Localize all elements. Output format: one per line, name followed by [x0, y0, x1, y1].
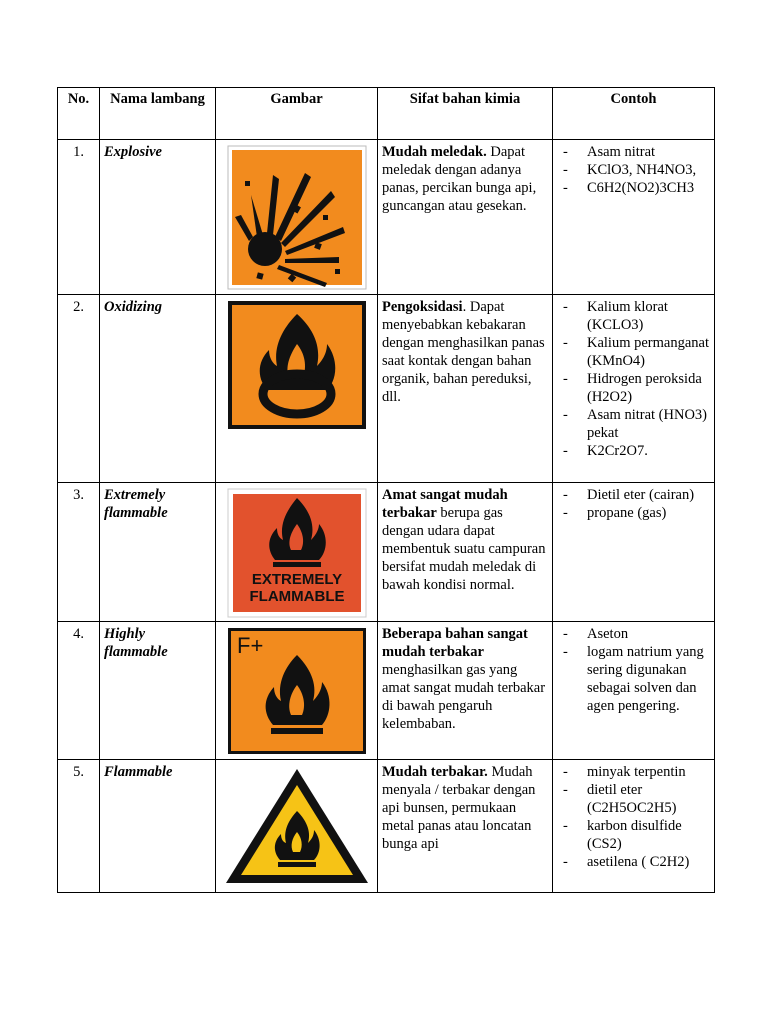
header-image: Gambar	[216, 88, 378, 140]
header-examples: Contoh	[553, 88, 715, 140]
list-item: - dietil eter (C2H5OC2H5)	[557, 781, 710, 817]
explosive-icon	[227, 145, 367, 290]
row-number: 2.	[58, 295, 100, 483]
symbol-image-cell	[216, 760, 378, 893]
property-description: Mudah menyala / terbakar dengan api bunsen, permukaan metal panas atau loncatan bunga api	[382, 764, 536, 852]
examples-list	[557, 763, 710, 871]
examples-cell	[553, 140, 715, 295]
examples-cell	[553, 622, 715, 760]
symbol-name: Explosive	[100, 140, 216, 295]
hazard-symbols-table	[57, 87, 715, 893]
property-cell	[378, 483, 553, 622]
row-number: 1.	[58, 140, 100, 295]
examples-list	[557, 143, 710, 197]
property-cell	[378, 140, 553, 295]
property-title: Pengoksidasi	[382, 299, 463, 315]
examples-cell	[553, 760, 715, 893]
symbol-image-cell	[216, 295, 378, 483]
header-property: Sifat bahan kimia	[378, 88, 553, 140]
list-item: - C6H2(NO2)3CH3	[557, 179, 710, 197]
table-header-row	[58, 88, 715, 140]
examples-cell	[553, 295, 715, 483]
icon-label-line2: FLAMMABLE	[249, 588, 344, 605]
table-row	[58, 483, 715, 622]
header-no: No.	[58, 88, 100, 140]
list-item: - propane (gas)	[557, 504, 710, 522]
table-row	[58, 760, 715, 893]
symbol-image-cell	[216, 483, 378, 622]
list-item: - Asam nitrat (HNO3) pekat	[557, 406, 710, 442]
list-item: - Kalium permanganat (KMnO4)	[557, 334, 710, 370]
table-row	[58, 140, 715, 295]
examples-list	[557, 298, 710, 460]
table-row	[58, 622, 715, 760]
row-number: 4.	[58, 622, 100, 760]
table-row	[58, 295, 715, 483]
symbol-name: Oxidizing	[100, 295, 216, 483]
symbol-name: Extremely flammable	[100, 483, 216, 622]
icon-label-line1: EXTREMELY	[251, 571, 342, 588]
list-item: - karbon disulfide (CS2)	[557, 817, 710, 853]
flame-triangle-icon	[222, 765, 372, 887]
property-title: Amat sangat mudah terbakar	[382, 487, 508, 521]
flame-icon	[227, 627, 367, 755]
property-cell	[378, 760, 553, 893]
property-cell	[378, 622, 553, 760]
examples-list	[557, 625, 710, 715]
property-description: . Dapat menyebabkan kebakaran dengan menghasilkan panas saat kontak dengan bahan organik, bahan pereduksi, dll.	[382, 299, 545, 405]
examples-cell	[553, 483, 715, 622]
list-item: - Dietil eter (cairan)	[557, 486, 710, 504]
row-number: 3.	[58, 483, 100, 622]
symbol-image-cell	[216, 140, 378, 295]
property-title: Beberapa bahan sangat mudah terbakar	[382, 626, 528, 660]
examples-list	[557, 486, 710, 522]
hazard-code: F+	[236, 633, 263, 658]
symbol-name: Highly flammable	[100, 622, 216, 760]
list-item: - Kalium klorat (KCLO3)	[557, 298, 710, 334]
header-name: Nama lambang	[100, 88, 216, 140]
property-description: berupa gas dengan udara dapat membentuk suatu campuran bersifat mudah meledak di bawah kondisi normal.	[382, 505, 546, 593]
flame-icon	[227, 488, 367, 618]
property-cell	[378, 295, 553, 483]
list-item: - Aseton	[557, 625, 710, 643]
list-item: - K2Cr2O7.	[557, 442, 710, 460]
list-item: - Hidrogen peroksida (H2O2)	[557, 370, 710, 406]
property-title: Mudah terbakar.	[382, 764, 488, 780]
property-title: Mudah meledak.	[382, 144, 487, 160]
row-number: 5.	[58, 760, 100, 893]
property-description: Dapat meledak dengan adanya panas, percikan bunga api, guncangan atau gesekan.	[382, 144, 537, 214]
property-description: menghasilkan gas yang amat sangat mudah terbakar di bawah pengaruh kelembaban.	[382, 662, 546, 732]
list-item: - KClO3, NH4NO3,	[557, 161, 710, 179]
list-item: - minyak terpentin	[557, 763, 710, 781]
list-item: - asetilena ( C2H2)	[557, 853, 710, 871]
list-item: - logam natrium yang sering digunakan sebagai solven dan agen pengering.	[557, 643, 710, 715]
symbol-name: Flammable	[100, 760, 216, 893]
list-item: - Asam nitrat	[557, 143, 710, 161]
symbol-image-cell	[216, 622, 378, 760]
flame-over-circle-icon	[227, 300, 367, 430]
